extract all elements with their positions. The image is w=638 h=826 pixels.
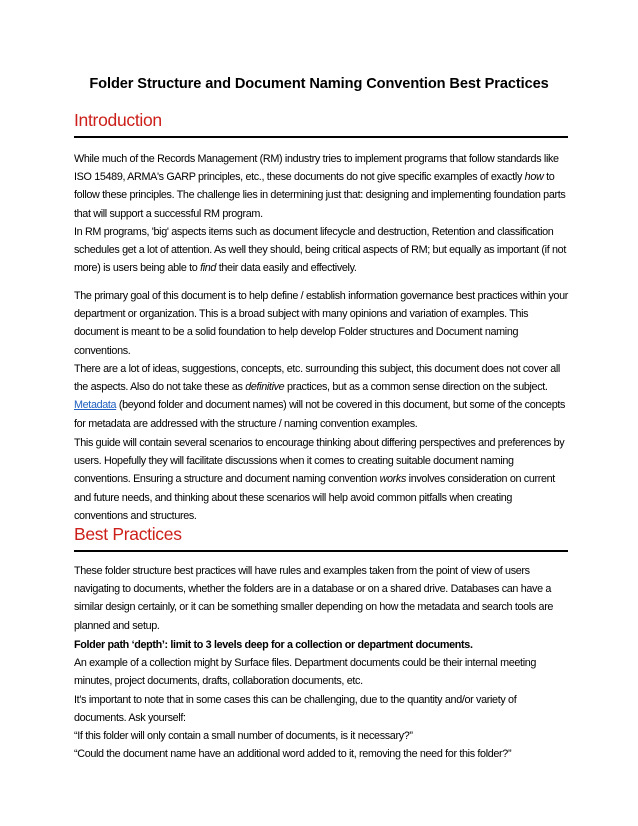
folder-depth-question-1: “If this folder will only contain a small number of documents, is it necessary?”: [74, 730, 413, 743]
emphasis: definitive: [245, 381, 285, 394]
text: practices, but as a common sense direction on the subject.: [284, 381, 548, 394]
intro-paragraph-2: [74, 223, 568, 278]
best-practices-paragraph-1: These folder structure best practices will have rules and examples taken from the point of view of users navigating to documents, whether the folders are in a database or on a shared drive. Databases can have a similar design certainly, or it can be something smaller depending on how the metadata and search tools are planned and setup.: [74, 565, 554, 632]
introduction-section: [74, 150, 568, 223]
emphasis: find: [200, 262, 217, 275]
emphasis: how: [524, 171, 544, 184]
text: (beyond folder and document names) will not be covered in this document, but some of the concepts for metadata are addressed with the structure / naming convention examples.: [74, 399, 566, 430]
best-practices-paragraph-wrap: [74, 562, 568, 635]
best-practices-heading: Best Practices: [74, 524, 568, 552]
introduction-heading: Introduction: [74, 110, 568, 138]
emphasis: works: [379, 473, 407, 486]
intro-paragraph-3-wrap: [74, 287, 568, 360]
text: This guide will contain several scenarios to encourage thinking about differing perspectives and preferences by users. Hopefully they will facilitate discussions when it comes to creating suitable document naming conventions. Ensuring a structure and document naming convention: [74, 437, 565, 486]
folder-depth-line-1: An example of a collection might by Surface files. Department documents could be their internal meeting minutes, project documents, drafts, collaboration documents, etc.: [74, 657, 537, 688]
intro-paragraph-5-wrap: [74, 434, 568, 525]
metadata-link[interactable]: Metadata: [74, 399, 117, 412]
text: their data easily and effectively.: [216, 262, 357, 275]
intro-paragraph-1: [74, 150, 568, 223]
text: While much of the Records Management (RM) industry tries to implement programs that follow standards like ISO 15489, ARMA's GARP principles, etc., these documents do not give specific examples of exactly: [74, 153, 559, 184]
intro-paragraph-3: The primary goal of this document is to help define / establish information governance best practices within your department or organization. This is a broad subject with many opinions and variation of examples. This document is meant to be a solid foundation to help develop Folder structures and Document naming conventions.: [74, 290, 568, 357]
intro-paragraph-2-wrap: [74, 223, 568, 278]
folder-depth-section: [74, 636, 568, 763]
intro-paragraph-5: [74, 434, 568, 525]
folder-depth-question-2: “Could the document name have an additional word added to it, removing the need for this folder?”: [74, 748, 512, 761]
folder-depth-line-2: It’s important to note that in some cases this can be challenging, due to the quantity and/or variety of documents. Ask yourself:: [74, 693, 517, 724]
folder-depth-rule-heading: Folder path ‘depth’: limit to 3 levels deep for a collection or department documents.: [74, 639, 473, 651]
intro-paragraph-4: [74, 360, 568, 433]
text: to follow these principles. The challenge lies in determining just that: designing and implementing foundation parts that will support a successful RM program.: [74, 171, 566, 220]
document-title: Folder Structure and Document Naming Convention Best Practices: [89, 76, 549, 92]
text: involves consideration on current and future needs, and thinking about these scenarios will help avoid common pitfalls when creating conventions and structures.: [74, 473, 555, 522]
text: There are a lot of ideas, suggestions, concepts, etc. surrounding this subject, this document does not cover all the aspects. Also do not take these as: [74, 363, 560, 394]
text: In RM programs, 'big' aspects items such as document lifecycle and destruction, Retention and classification schedules get a lot of attention. As well they should, being critical aspects of RM; but equally as important (if not more) is users being able to: [74, 226, 566, 275]
intro-paragraph-4-wrap: [74, 360, 568, 433]
